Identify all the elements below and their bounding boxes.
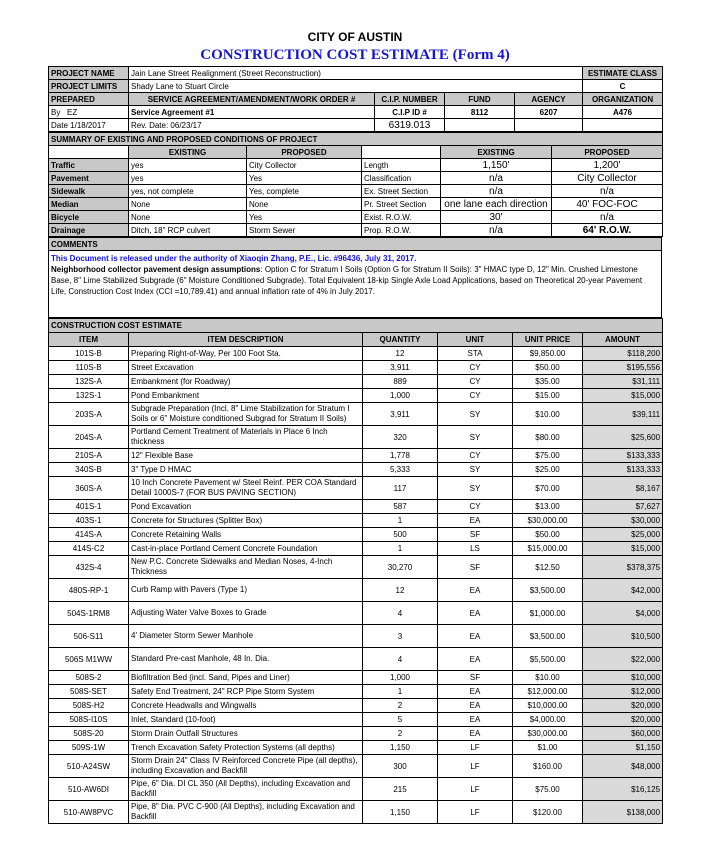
estimate-unit: EA (438, 713, 513, 727)
estimate-quantity: 30,270 (363, 556, 438, 579)
estimate-quantity: 12 (363, 579, 438, 602)
estimate-amount: $31,111 (583, 375, 663, 389)
estimate-unit: EA (438, 514, 513, 528)
estimate-unit: SY (438, 426, 513, 449)
estimate-item-description: Preparing Right-of-Way, Per 100 Foot Sta. (129, 347, 363, 361)
estimate-column-header: UNIT PRICE (513, 333, 583, 347)
estimate-item-code: 508S-I10S (49, 713, 129, 727)
summary-left-proposed: Storm Sewer (247, 224, 362, 237)
estimate-item-description: New P.C. Concrete Sidewalks and Median Noses, 4-Inch Thickness (129, 556, 363, 579)
project-name-label: PROJECT NAME (49, 67, 129, 80)
comments-assumptions-text: : Option C for Stratum I Soils (Option G for Stratum II Soils): 3" HMAC type D, 12" Min. Crushed Limestone Base, 8" Lime Stabilized Subgrade (6" Moisture Conditioned Subgrade). Total Equivalent 18-kip Single Axle Load Applications, based on Theoretical 20-year Pavement Life, Construction Cost Index (CCI =10,789.41) and annual inflation rate of 4% in July 2017. (51, 265, 643, 296)
estimate-column-header: UNIT (438, 333, 513, 347)
estimate-quantity: 4 (363, 648, 438, 671)
estimate-unit-price: $50.00 (513, 528, 583, 542)
project-limits-label: PROJECT LIMITS (49, 80, 129, 93)
estimate-amount: $133,333 (583, 449, 663, 463)
estimate-unit: SY (438, 403, 513, 426)
estimate-row (49, 727, 663, 741)
summary-right-label: Pr. Street Section (362, 198, 441, 211)
estimate-item-code: 506S M1WW (49, 648, 129, 671)
estimate-item-code: 508S-20 (49, 727, 129, 741)
estimate-unit: LF (438, 741, 513, 755)
comments-authority: This Document is released under the authority of Xiaoqin Zhang, P.E., Lic. #96436, July 31, 2017. (51, 254, 417, 263)
estimate-unit: LF (438, 801, 513, 824)
estimate-item-description: Standard Pre-cast Manhole, 48 In. Dia. (129, 648, 363, 671)
estimate-quantity: 4 (363, 602, 438, 625)
estimate-item-code: 510-AW6DI (49, 778, 129, 801)
estimate-unit-price: $10.00 (513, 671, 583, 685)
estimate-item-description: Portland Cement Treatment of Materials in Place 6 Inch thickness (129, 426, 363, 449)
summary-left-label: Sidewalk (49, 185, 129, 198)
estimate-quantity: 1,000 (363, 671, 438, 685)
estimate-item-description: Inlet, Standard (10-foot) (129, 713, 363, 727)
estimate-amount: $378,375 (583, 556, 663, 579)
estimate-item-description: Curb Ramp with Pavers (Type 1) (129, 579, 363, 602)
estimate-amount: $20,000 (583, 699, 663, 713)
estimate-item-description: Street Excavation (129, 361, 363, 375)
estimate-item-code: 101S-B (49, 347, 129, 361)
estimate-row (49, 685, 663, 699)
agency-value: 6207 (515, 106, 583, 119)
estimate-item-description: Embankment (for Roadway) (129, 375, 363, 389)
estimate-unit: LF (438, 755, 513, 778)
estimate-item-code: 480S-RP-1 (49, 579, 129, 602)
estimate-amount: $48,000 (583, 755, 663, 778)
organization-label: ORGANIZATION (583, 93, 663, 106)
estimate-unit-price: $1.00 (513, 741, 583, 755)
estimate-item-description: Concrete Retaining Walls (129, 528, 363, 542)
estimate-unit-price: $10.00 (513, 403, 583, 426)
estimate-unit: EA (438, 685, 513, 699)
estimate-item-description: Pipe, 6" Dia. DI CL 350 (All Depths), including Excavation and Backfill (129, 778, 363, 801)
project-info-table (48, 66, 663, 132)
summary-right-proposed: 40' FOC-FOC (552, 198, 663, 211)
estimate-item-code: 504S-1RM8 (49, 602, 129, 625)
estimate-row (49, 625, 663, 648)
estimate-unit-price: $80.00 (513, 426, 583, 449)
estimate-item-description: Pipe, 8" Dia. PVC C-900 (All Depths), including Excavation and Backfill (129, 801, 363, 824)
estimate-item-description: 10 Inch Concrete Pavement w/ Steel Reinf. PER COA Standard Detail 1000S-7 (FOR BUS PAVING SECTION) (129, 477, 363, 500)
form-title: CONSTRUCTION COST ESTIMATE (Form 4) (200, 47, 510, 63)
estimate-class-label: ESTIMATE CLASS (583, 67, 663, 80)
estimate-amount: $42,000 (583, 579, 663, 602)
estimate-amount: $138,000 (583, 801, 663, 824)
estimate-item-description: Safety End Treatment, 24" RCP Pipe Storm System (129, 685, 363, 699)
service-agreement-label: SERVICE AGREEMENT/AMENDMENT/WORK ORDER # (129, 93, 375, 106)
estimate-unit: EA (438, 727, 513, 741)
estimate-unit-price: $12.50 (513, 556, 583, 579)
summary-right-existing: one lane each direction (441, 198, 552, 211)
estimate-quantity: 215 (363, 778, 438, 801)
cost-estimate-title: CONSTRUCTION COST ESTIMATE (49, 319, 663, 333)
summary-existing-header: EXISTING (129, 146, 247, 159)
estimate-row (49, 500, 663, 514)
estimate-row (49, 449, 663, 463)
estimate-amount: $20,000 (583, 713, 663, 727)
project-name-value: Jain Lane Street Realignment (Street Reconstruction) (129, 67, 583, 80)
summary-right-existing: 1,150' (441, 159, 552, 172)
estimate-quantity: 1,778 (363, 449, 438, 463)
estimate-item-code: 132S-A (49, 375, 129, 389)
estimate-quantity: 889 (363, 375, 438, 389)
estimate-unit: LF (438, 778, 513, 801)
estimate-amount: $22,000 (583, 648, 663, 671)
rev-date: Rev. Date: 06/23/17 (129, 119, 375, 132)
comments-table (48, 237, 662, 318)
estimate-amount: $16,125 (583, 778, 663, 801)
estimate-amount: $195,556 (583, 361, 663, 375)
estimate-item-code: 360S-A (49, 477, 129, 500)
summary-left-proposed: City Collector (247, 159, 362, 172)
comments-title: COMMENTS (49, 238, 662, 251)
estimate-amount: $1,150 (583, 741, 663, 755)
summary-row (49, 198, 663, 211)
estimate-unit-price: $160.00 (513, 755, 583, 778)
summary-right-existing: n/a (441, 224, 552, 237)
comments-assumptions-label: Neighborhood collector pavement design assumptions (51, 265, 261, 274)
estimate-row (49, 389, 663, 403)
estimate-row (49, 741, 663, 755)
estimate-unit-price: $13.00 (513, 500, 583, 514)
estimate-amount: $25,000 (583, 528, 663, 542)
summary-row (49, 172, 663, 185)
estimate-unit-price: $75.00 (513, 778, 583, 801)
estimate-quantity: 587 (363, 500, 438, 514)
summary-right-existing: n/a (441, 185, 552, 198)
estimate-unit-price: $30,000.00 (513, 514, 583, 528)
estimate-item-code: 203S-A (49, 403, 129, 426)
estimate-unit-price: $70.00 (513, 477, 583, 500)
estimate-row (49, 671, 663, 685)
estimate-amount: $12,000 (583, 685, 663, 699)
estimate-item-description: Adjusting Water Valve Boxes to Grade (129, 602, 363, 625)
estimate-amount: $4,000 (583, 602, 663, 625)
estimate-quantity: 5,333 (363, 463, 438, 477)
estimate-item-code: 414S-C2 (49, 542, 129, 556)
estimate-amount: $39,111 (583, 403, 663, 426)
summary-row (49, 185, 663, 198)
estimate-row (49, 426, 663, 449)
summary-right-proposed: n/a (552, 211, 663, 224)
estimate-unit-price: $120.00 (513, 801, 583, 824)
estimate-item-code: 132S-1 (49, 389, 129, 403)
project-limits-value: Shady Lane to Stuart Circle (129, 80, 583, 93)
summary-right-proposed: n/a (552, 185, 663, 198)
cip-number-label: C.I.P. NUMBER (375, 93, 445, 106)
estimate-item-code: 432S-4 (49, 556, 129, 579)
estimate-quantity: 1,150 (363, 801, 438, 824)
estimate-unit-price: $4,000.00 (513, 713, 583, 727)
estimate-amount: $15,000 (583, 542, 663, 556)
prepared-label: PREPARED (49, 93, 129, 106)
summary-left-existing: None (129, 211, 247, 224)
summary-right-proposed: 1,200' (552, 159, 663, 172)
estimate-item-code: 340S-B (49, 463, 129, 477)
summary-row (49, 211, 663, 224)
estimate-unit: EA (438, 579, 513, 602)
estimate-item-description: Subgrade Preparation (Incl. 8" Lime Stabilization for Stratum I Soils or 6" Moisture conditioned Subgrad for Stratum II Soils) (129, 403, 363, 426)
estimate-unit: EA (438, 699, 513, 713)
summary-right-label: Prop. R.O.W. (362, 224, 441, 237)
estimate-quantity: 500 (363, 528, 438, 542)
summary-right-label: Length (362, 159, 441, 172)
city-title: CITY OF AUSTIN (307, 30, 403, 44)
summary-left-proposed: None (247, 198, 362, 211)
estimate-amount: $7,627 (583, 500, 663, 514)
estimate-row (49, 648, 663, 671)
estimate-quantity: 320 (363, 426, 438, 449)
estimate-item-description: Storm Drain 24" Class IV Reinforced Concrete Pipe (all depths), including Excavation and Backfill (129, 755, 363, 778)
estimate-row (49, 579, 663, 602)
estimate-amount: $10,000 (583, 671, 663, 685)
estimate-amount: $15,000 (583, 389, 663, 403)
estimate-row (49, 361, 663, 375)
summary-right-label: Classification (362, 172, 441, 185)
organization-value: A476 (583, 106, 663, 119)
estimate-amount: $118,200 (583, 347, 663, 361)
summary-title: SUMMARY OF EXISTING AND PROPOSED CONDITIONS OF PROJECT (49, 133, 663, 146)
estimate-amount: $10,500 (583, 625, 663, 648)
estimate-item-code: 510-A24SW (49, 755, 129, 778)
estimate-row (49, 755, 663, 778)
estimate-quantity: 2 (363, 699, 438, 713)
estimate-unit: STA (438, 347, 513, 361)
estimate-column-header: QUANTITY (363, 333, 438, 347)
estimate-row (49, 528, 663, 542)
estimate-item-code: 414S-A (49, 528, 129, 542)
estimate-item-description: Concrete for Structures (Splitter Box) (129, 514, 363, 528)
estimate-amount: $60,000 (583, 727, 663, 741)
estimate-row (49, 699, 663, 713)
estimate-row (49, 463, 663, 477)
prepared-date: Date 1/18/2017 (49, 119, 129, 132)
estimate-quantity: 3,911 (363, 361, 438, 375)
summary-left-label: Median (49, 198, 129, 211)
estimate-item-description: 12" Flexible Base (129, 449, 363, 463)
estimate-quantity: 1 (363, 514, 438, 528)
estimate-unit: CY (438, 389, 513, 403)
estimate-unit-price: $12,000.00 (513, 685, 583, 699)
estimate-unit-price: $3,500.00 (513, 579, 583, 602)
estimate-row (49, 347, 663, 361)
estimate-item-code: 210S-A (49, 449, 129, 463)
estimate-column-header: ITEM DESCRIPTION (129, 333, 363, 347)
estimate-unit-price: $15,000.00 (513, 542, 583, 556)
summary-left-existing: Ditch, 18" RCP culvert (129, 224, 247, 237)
estimate-unit: SF (438, 556, 513, 579)
estimate-unit-price: $75.00 (513, 449, 583, 463)
estimate-unit-price: $1,000.00 (513, 602, 583, 625)
estimate-unit: CY (438, 375, 513, 389)
estimate-unit-price: $10,000.00 (513, 699, 583, 713)
estimate-unit: EA (438, 648, 513, 671)
estimate-item-description: Cast-in-place Portland Cement Concrete Foundation (129, 542, 363, 556)
summary-table (48, 132, 663, 237)
summary-left-proposed: Yes (247, 211, 362, 224)
estimate-column-header: ITEM (49, 333, 129, 347)
summary-left-proposed: Yes (247, 172, 362, 185)
estimate-item-description: Concrete Headwalls and Wingwalls (129, 699, 363, 713)
estimate-item-code: 508S-2 (49, 671, 129, 685)
estimate-unit: SF (438, 528, 513, 542)
summary-left-label: Traffic (49, 159, 129, 172)
estimate-quantity: 300 (363, 755, 438, 778)
estimate-quantity: 5 (363, 713, 438, 727)
summary-right-label: Ex. Street Section (362, 185, 441, 198)
estimate-item-description: 3" Type D HMAC (129, 463, 363, 477)
comments-body (49, 251, 662, 318)
summary-existing-header-right: EXISTING (441, 146, 552, 159)
estimate-unit: SY (438, 477, 513, 500)
estimate-item-code: 510-AW8PVC (49, 801, 129, 824)
estimate-item-code: 508S-SET (49, 685, 129, 699)
estimate-unit: EA (438, 602, 513, 625)
estimate-item-description: 4' Diameter Storm Sewer Manhole (129, 625, 363, 648)
summary-left-existing: yes (129, 159, 247, 172)
summary-right-existing: n/a (441, 172, 552, 185)
summary-left-label: Drainage (49, 224, 129, 237)
summary-right-proposed: 64' R.O.W. (552, 224, 663, 237)
estimate-row (49, 778, 663, 801)
estimate-item-code: 509S-1W (49, 741, 129, 755)
estimate-column-header: AMOUNT (583, 333, 663, 347)
summary-left-existing: None (129, 198, 247, 211)
estimate-unit-price: $9,850.00 (513, 347, 583, 361)
estimate-row (49, 713, 663, 727)
estimate-class-value: C (583, 80, 663, 93)
service-agreement-value: Service Agreement #1 (129, 106, 375, 119)
estimate-item-description: Storm Drain Outfall Structures (129, 727, 363, 741)
estimate-row (49, 556, 663, 579)
estimate-unit: CY (438, 449, 513, 463)
cip-id-label: C.I.P ID # (375, 106, 445, 119)
summary-right-proposed: City Collector (552, 172, 663, 185)
estimate-amount: $8,167 (583, 477, 663, 500)
estimate-item-code: 401S-1 (49, 500, 129, 514)
estimate-unit-price: $3,500.00 (513, 625, 583, 648)
estimate-item-description: Trench Excavation Safety Protection Systems (all depths) (129, 741, 363, 755)
summary-left-existing: yes (129, 172, 247, 185)
estimate-item-code: 506-S11 (49, 625, 129, 648)
estimate-unit-price: $5,500.00 (513, 648, 583, 671)
estimate-item-description: Pond Embankment (129, 389, 363, 403)
summary-row (49, 224, 663, 237)
estimate-item-description: Biofiltration Bed (incl. Sand, Pipes and Liner) (129, 671, 363, 685)
estimate-row (49, 542, 663, 556)
estimate-sheet (48, 30, 662, 824)
summary-proposed-header-right: PROPOSED (552, 146, 663, 159)
estimate-amount: $25,600 (583, 426, 663, 449)
summary-left-existing: yes, not complete (129, 185, 247, 198)
estimate-unit: LS (438, 542, 513, 556)
estimate-quantity: 1,150 (363, 741, 438, 755)
estimate-quantity: 1,000 (363, 389, 438, 403)
estimate-quantity: 117 (363, 477, 438, 500)
estimate-amount: $133,333 (583, 463, 663, 477)
summary-right-existing: 30' (441, 211, 552, 224)
summary-proposed-header: PROPOSED (247, 146, 362, 159)
estimate-item-code: 110S-B (49, 361, 129, 375)
fund-label: FUND (445, 93, 515, 106)
estimate-row (49, 477, 663, 500)
estimate-row (49, 602, 663, 625)
estimate-item-code: 508S-H2 (49, 699, 129, 713)
estimate-unit-price: $25.00 (513, 463, 583, 477)
estimate-amount: $30,000 (583, 514, 663, 528)
summary-left-label: Bicycle (49, 211, 129, 224)
prepared-by: By EZ (49, 106, 129, 119)
estimate-unit: SF (438, 671, 513, 685)
estimate-quantity: 12 (363, 347, 438, 361)
estimate-item-description: Pond Excavation (129, 500, 363, 514)
cip-id-value: 6319.013 (375, 119, 445, 132)
estimate-quantity: 3 (363, 625, 438, 648)
estimate-unit-price: $35.00 (513, 375, 583, 389)
estimate-unit: SY (438, 463, 513, 477)
estimate-quantity: 1 (363, 685, 438, 699)
estimate-item-code: 204S-A (49, 426, 129, 449)
cost-estimate-table (48, 318, 663, 824)
estimate-row (49, 403, 663, 426)
estimate-unit-price: $30,000.00 (513, 727, 583, 741)
estimate-quantity: 3,911 (363, 403, 438, 426)
summary-left-proposed: Yes, complete (247, 185, 362, 198)
summary-left-label: Pavement (49, 172, 129, 185)
estimate-row (49, 801, 663, 824)
estimate-row (49, 514, 663, 528)
fund-value: 8112 (445, 106, 515, 119)
estimate-unit: EA (438, 625, 513, 648)
summary-row (49, 159, 663, 172)
summary-right-label: Exist. R.O.W. (362, 211, 441, 224)
estimate-unit-price: $15.00 (513, 389, 583, 403)
agency-label: AGENCY (515, 93, 583, 106)
estimate-row (49, 375, 663, 389)
estimate-quantity: 1 (363, 542, 438, 556)
estimate-unit-price: $50.00 (513, 361, 583, 375)
estimate-unit: CY (438, 500, 513, 514)
estimate-item-code: 403S-1 (49, 514, 129, 528)
estimate-unit: CY (438, 361, 513, 375)
estimate-quantity: 2 (363, 727, 438, 741)
